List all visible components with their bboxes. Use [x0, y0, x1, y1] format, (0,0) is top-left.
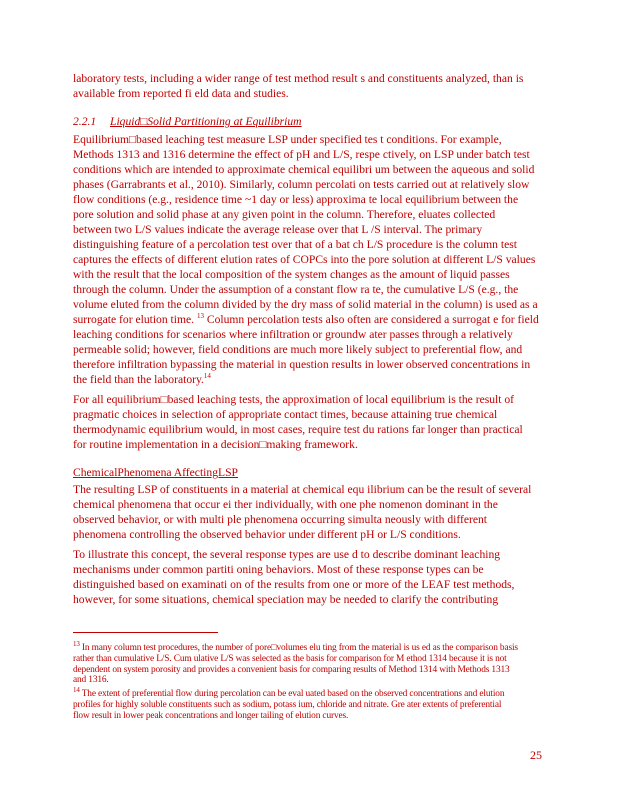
paragraph-illustrate: [73, 547, 514, 607]
text-line: permeable solid; however, field conditions are much more likely subject to preferential flow, and: [73, 343, 523, 356]
footnote-number: 13: [73, 639, 80, 648]
text-line: Equilibrium□based leaching test measure LSP under specified tes t conditions. For example,: [73, 133, 502, 146]
paragraph-intro: [73, 71, 523, 101]
text-line: Methods 1313 and 1316 determine the effect of pH and L/S, respe ctively, on LSP under batch test: [73, 148, 530, 161]
section-title: Liquid□Solid Partitioning at Equilibrium: [110, 115, 302, 128]
text-line: through the column. Under the assumption of a constant flow ra te, the cumulative L/S (e.g., the: [73, 283, 519, 296]
text-line: pragmatic choices in selection of appropriate contact times, because attaining true chemical: [73, 408, 498, 421]
text-span: In many column test procedures, the number of pore□volumes elu ting from the material is us ed as the comparison basis: [79, 643, 518, 653]
text-line: for routine implementation in a decision□making framework.: [73, 438, 358, 451]
text-line: phases (Garrabrants et al., 2010). Similarly, column percolati on tests carried out at relatively slow: [73, 178, 530, 191]
text-line: leaching conditions for scenarios where infiltration or groundw ater passes through a relatively: [73, 328, 513, 341]
text-line: [73, 312, 539, 327]
footnote-14: [73, 685, 505, 721]
paragraph-resulting-lsp: [73, 482, 531, 542]
text-line: therefore infiltration bypassing the material in question results in lower observed concentrations in: [73, 358, 531, 371]
text-line: pore solution and solid phase at any given point in the column. Therefore, eluates collected: [73, 208, 496, 221]
text-line: profiles for highly soluble constituents such as sodium, potass ium, chloride and nitrate. Gre ater extents of preferential: [73, 699, 502, 710]
text-line: volume eluted from the column divided by the dry mass of solid material in the column) is used as a: [73, 298, 538, 311]
text-line: The resulting LSP of constituents in a material at chemical equ ilibrium can be the result of several: [73, 483, 532, 496]
text-line: To illustrate this concept, the several response types are use d to describe dominant leaching: [73, 548, 501, 561]
text-line: flow result in lower peak concentrations and longer tailing of elution curves.: [73, 710, 349, 721]
text-line: conditions which are intended to approximate chemical equilibri um between the aqueous and solid: [73, 163, 535, 176]
text-line: rather than cumulative L/S. Cum ulative L/S was selected as the basis for comparison for M ethod 1314 because it is not: [73, 653, 507, 664]
text-line: captures the effects of different elution rates of COPCs into the pore solution at different L/S values: [73, 253, 536, 266]
text-line: mechanisms under common partiti oning behaviors. Most of these response types can be: [73, 563, 484, 576]
text-line: [73, 685, 505, 700]
text-line: distinguished based on examinati on of the results from one or more of the LEAF test methods,: [73, 578, 515, 591]
text-line: For all equilibrium□based leaching tests, the approximation of local equilibrium is the result of: [73, 393, 515, 406]
section-heading-2-2-1: [73, 115, 316, 128]
footnote-ref-13[interactable]: 13: [196, 312, 204, 321]
text-span: the field than the laboratory.: [73, 373, 204, 386]
text-line: between two L/S values indicate the average release over that L /S interval. The primary: [73, 223, 483, 236]
subheading-chemical-phenomena: ChemicalPhenomena AffectingLSP: [73, 466, 238, 479]
text-line: [73, 372, 539, 387]
text-span: The extent of preferential flow during percolation can be eval uated based on the observed concentrations and elution: [79, 689, 505, 699]
text-line: [73, 639, 518, 654]
footnote-13: [73, 639, 518, 686]
text-span: Column percolation tests also often are considered a surrogat e for field: [203, 313, 539, 326]
paragraph-equilibrium: [73, 132, 539, 387]
text-line: thermodynamic equilibrium would, in most cases, require test du rations far longer than practical: [73, 423, 523, 436]
text-line: available from reported fi eld data and studies.: [73, 87, 289, 100]
text-line: with the result that the local composition of the system changes as the amount of liquid passes: [73, 268, 510, 281]
footnote-number: 14: [73, 685, 80, 694]
text-line: laboratory tests, including a wider range of test method result s and constituents analyzed, than is: [73, 72, 524, 85]
text-line: observed behavior, or with multi ple phenomena occurring simulta neously with different: [73, 513, 488, 526]
text-line: flow conditions (e.g., residence time ~1 day or less) approxima te local equilibrium between the: [73, 193, 519, 206]
text-line: distinguishing feature of a percolation test over that of a bat ch L/S procedure is the column test: [73, 238, 517, 251]
text-span: surrogate for elution time.: [73, 313, 195, 326]
text-line: and 1316.: [73, 675, 109, 686]
text-line: chemical phenomena that occur ei ther individually, with one phe nomenon dominant in the: [73, 498, 498, 511]
section-number: 2.2.1: [73, 115, 97, 128]
page-number: 25: [530, 748, 542, 762]
text-line: phenomena controlling the observed behavior under different pH or L/S conditions.: [73, 528, 461, 541]
text-line: dependent on system porosity and provides a convenient basis for comparing results of Method 1314 with Methods 1313: [73, 664, 510, 675]
paragraph-pragmatic: [73, 392, 523, 452]
footnote-ref-14[interactable]: 14: [203, 372, 211, 381]
text-line: however, for some situations, chemical speciation may be needed to clarify the contributing: [73, 593, 499, 606]
footnote-separator: [73, 632, 218, 633]
